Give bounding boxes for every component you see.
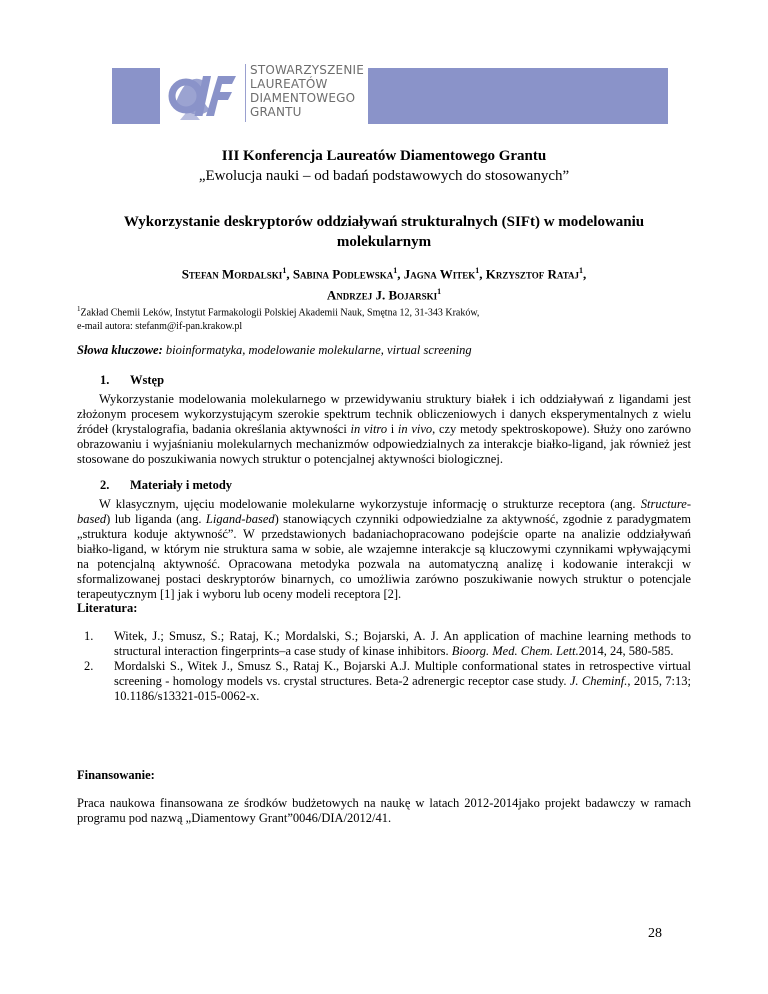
reference-number: 2. [84, 659, 94, 673]
reference-item [77, 629, 691, 659]
author-affiliation: 1 [393, 266, 398, 275]
text-run: ) lub liganda (ang. [106, 512, 206, 526]
logo-line: LAUREATÓW [250, 77, 328, 91]
author: Krzysztof Rataj [485, 266, 580, 282]
methods-paragraph [77, 497, 691, 602]
affiliation-text: Zakład Chemii Leków, Instytut Farmakologii Polskiej Akademii Nauk, Smętna 12, 31-343 Kraków, [80, 307, 480, 319]
text-run: Structure-based [77, 497, 691, 526]
logo-text [250, 63, 364, 119]
text-run: i [387, 422, 398, 436]
funding-heading: Finansowanie: [77, 768, 155, 782]
text-run: Mordalski S., Witek J., Smusz S., Rataj K., Bojarski A.J. Multiple conformational states in retrospective virtual screening - homology models vs. crystal structures. Beta-2 adrenergic receptor case study. [114, 659, 691, 688]
text-run: Wykorzystanie modelowania molekularnego w przewidywaniu struktury białek i ich oddziaływań z ligandami jest złożonym procesem wykorzystującym szerokie spektrum technik obliczeniowych i danych eksperymentalnych z wielu źródeł (krystalografia, badania określania aktywności [77, 392, 691, 436]
funding-text: Praca naukowa finansowana ze środków budżetowych na naukę w latach 2012-2014jako projekt badawczy w ramach programu pod nazwą „Diamentowy Grant”0046/DIA/2012/41. [77, 796, 691, 825]
section-number: 2. [100, 478, 110, 492]
logo-separator [245, 64, 246, 122]
logo-line: DIAMENTOWEGO [250, 91, 356, 105]
journal-name: J. Cheminf. [569, 674, 628, 688]
logo-mark-icon [166, 62, 242, 128]
author-affiliation: 1 [437, 287, 442, 297]
author-affiliation: 1 [282, 266, 287, 275]
text-run: ) stanowiących czynniki odpowiedzialne za aktywność, zgodnie z paradygmatem „struktura koduje aktywność”. W przedstawionych badaniachopracowano podejście oparte na analizie oddziaływań białko-ligand, w którym nie struktura sama w sobie, ale wzajemne interakcje są kluczowymi czynnikami wpływającymi na potencjalną aktywność. Opracowana metodyka pozwala na automatyczną analizę i kodowanie interakcji w sformalizowanej postaci deskryptorów binarnych, co umożliwia zarówno poszukiwanie nowych struktur o potencjale terapeutycznym [1] jak i wyboru lub oceny modeli receptora [2]. [77, 512, 691, 601]
affiliation-number: 1 [77, 305, 81, 313]
author-email: e-mail autora: stefanm@if-pan.krakow.pl [77, 321, 243, 333]
literature-heading: Literatura: [77, 601, 138, 615]
keywords-text: bioinformatyka, modelowanie molekularne, virtual screening [165, 343, 472, 357]
logo-line: STOWARZYSZENIE [250, 63, 365, 77]
conference-title: III Konferencja Laureatów Diamentowego Grantu [221, 148, 547, 164]
text-run: 2014, 24, 580-585. [578, 644, 674, 658]
section-heading-methods [100, 478, 232, 493]
keywords-label: Słowa kluczowe: [77, 343, 163, 357]
text-run: Ligand-based [205, 512, 275, 526]
reference-text [114, 629, 691, 659]
text-run: , czy metody spektroskopowe). Służy ono zarówno obrazowaniu i wyjaśnianiu molekularnych mechanizmów odpowiedzialnych za interakcje białko-ligand, jak również jest stosowane do poszukiwania nowych struktur o potencjalnej aktywności biologicznej. [77, 422, 691, 466]
reference-item [77, 659, 691, 704]
paper-title: Wykorzystanie deskryptorów oddziaływań strukturalnych (SIFt) w modelowaniu molekularnym [123, 214, 645, 250]
section-title: Wstęp [130, 373, 165, 387]
text-run: Witek, J.; Smusz, S.; Rataj, K.; Mordalski, S.; Bojarski, A. J. An application of machine learning methods to structural interaction fingerprints–a case study of kinase inhibitors. [114, 629, 691, 658]
reference-text [114, 659, 691, 704]
author-list: Stefan Mordalski$^1$, Sabina Podlewska$^1$, Jagna Witek$^1$, Krzysztof Rataj$^1$, Andrzej J. Bojarski$^1$ [181, 266, 587, 303]
author: Andrzej J. Bojarski [326, 287, 438, 303]
text-run: W klasycznym, ujęciu modelowanie molekularne wykorzystuje informację o strukturze receptora (ang. [99, 497, 641, 511]
logo-line: GRANTU [250, 105, 302, 119]
text-run: , 2015, 7:13; 10.1186/s13321-015-0062-x. [114, 674, 691, 703]
section-title: Materiały i metody [130, 478, 233, 492]
author: Sabina Podlewska [292, 266, 394, 282]
journal-name: Bioorg. Med. Chem. Lett. [451, 644, 579, 658]
author: Jagna Witek [403, 266, 476, 282]
section-number: 1. [100, 373, 110, 387]
author-affiliation: 1 [579, 266, 584, 275]
section-heading-intro [100, 373, 164, 388]
author-affiliation: 1 [475, 266, 480, 275]
affiliation [77, 302, 697, 334]
reference-list [77, 629, 691, 704]
conference-subtitle: „Ewolucja nauki – od badań podstawowych do stosowanych” [198, 168, 570, 184]
author: Stefan Mordalski [181, 266, 283, 282]
reference-number: 1. [84, 629, 94, 643]
text-run: in vitro [350, 422, 388, 436]
intro-paragraph [77, 392, 691, 467]
text-run: in vivo [397, 422, 433, 436]
page-number: 28 [648, 926, 662, 941]
keywords [77, 343, 472, 358]
